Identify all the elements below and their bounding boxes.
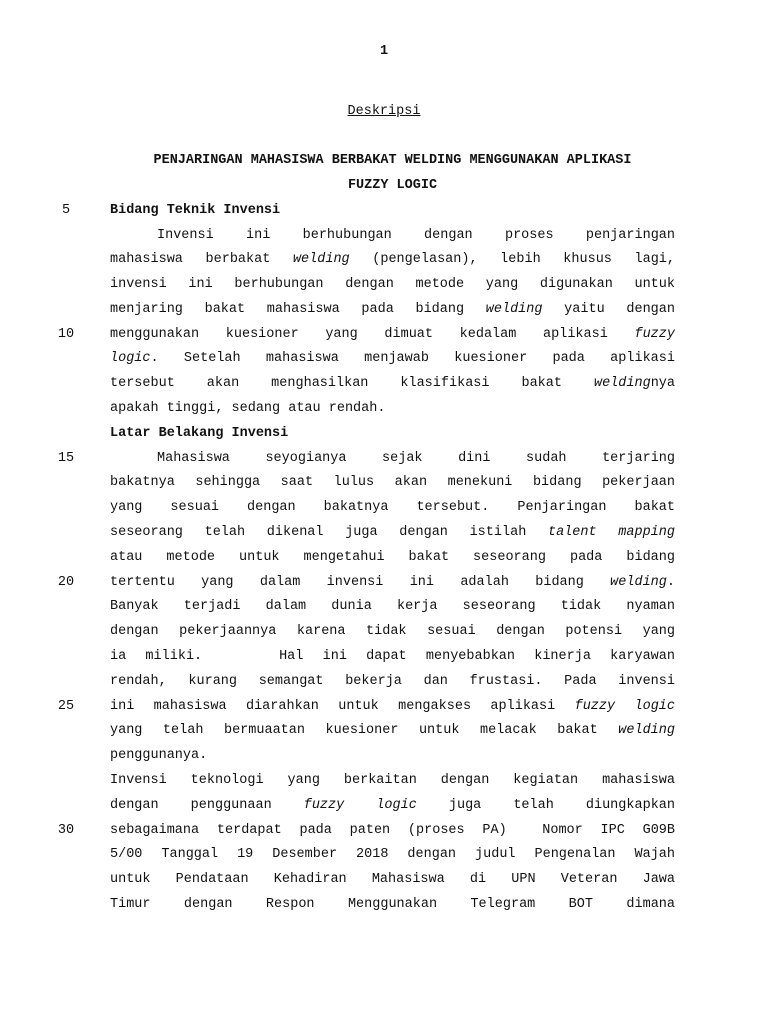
body-text-line: rendah, kurang semangat bekerja dan frustasi. Pada invensi	[110, 674, 675, 689]
line-number: 5	[61, 203, 71, 218]
page-number: 1	[379, 44, 389, 59]
body-text-line: Invensi teknologi yang berkaitan dengan kegiatan mahasiswa	[110, 773, 675, 788]
line-number: 30	[57, 823, 75, 838]
body-text-line: Invensi ini berhubungan dengan proses penjaringan	[157, 228, 675, 243]
body-text-line: 5/00 Tanggal 19 Desember 2018 dengan judul Pengenalan Wajah	[110, 847, 675, 862]
body-text-line: mahasiswa berbakat welding (pengelasan), lebih khusus lagi,	[110, 252, 675, 267]
body-text-line: tertentu yang dalam invensi ini adalah bidang welding.	[110, 575, 675, 590]
body-text-line: yang sesuai dengan bakatnya tersebut. Penjaringan bakat	[110, 500, 675, 515]
body-text-line: apakah tinggi, sedang atau rendah.	[110, 401, 386, 416]
body-text-line: Timur dengan Respon Menggunakan Telegram BOT dimana	[110, 897, 675, 912]
body-text-line: seseorang telah dikenal juga dengan istilah talent mapping	[110, 525, 675, 540]
subsection-heading-background: Latar Belakang Invensi	[110, 426, 289, 441]
body-text-line: ia miliki. Hal ini dapat menyebabkan kinerja karyawan	[110, 649, 675, 664]
body-text-line: yang telah bermuaatan kuesioner untuk melacak bakat welding	[110, 723, 675, 738]
body-text-line: invensi ini berhubungan dengan metode yang digunakan untuk	[110, 277, 675, 292]
body-text-line: sebagaimana terdapat pada paten (proses PA) Nomor IPC G09B	[110, 823, 675, 838]
body-text-line: logic. Setelah mahasiswa menjawab kuesioner pada aplikasi	[110, 351, 675, 366]
body-text-line: Mahasiswa seyogianya sejak dini sudah terjaring	[157, 451, 675, 466]
line-number: 10	[57, 327, 75, 342]
body-text-line: untuk Pendataan Kehadiran Mahasiswa di UPN Veteran Jawa	[110, 872, 675, 887]
body-text-line: atau metode untuk mengetahui bakat seseorang pada bidang	[110, 550, 675, 565]
document-title-line-1: PENJARINGAN MAHASISWA BERBAKAT WELDING MENGGUNAKAN APLIKASI	[153, 153, 632, 168]
body-text-line: dengan pekerjaannya karena tidak sesuai dengan potensi yang	[110, 624, 675, 639]
body-text-line: dengan penggunaan fuzzy logic juga telah diungkapkan	[110, 798, 675, 813]
body-text-line: bakatnya sehingga saat lulus akan menekuni bidang pekerjaan	[110, 475, 675, 490]
line-number: 15	[57, 451, 75, 466]
body-text-line: menggunakan kuesioner yang dimuat kedalam aplikasi fuzzy	[110, 327, 675, 342]
subsection-heading-technical-field: Bidang Teknik Invensi	[110, 203, 281, 218]
line-number: 25	[57, 699, 75, 714]
body-text-line: menjaring bakat mahasiswa pada bidang welding yaitu dengan	[110, 302, 675, 317]
body-text-line: penggunanya.	[110, 748, 208, 763]
document-title-line-2: FUZZY LOGIC	[347, 178, 438, 193]
body-text-line: ini mahasiswa diarahkan untuk mengakses aplikasi fuzzy logic	[110, 699, 675, 714]
body-text-line: tersebut akan menghasilkan klasifikasi bakat weldingnya	[110, 376, 675, 391]
line-number: 20	[57, 575, 75, 590]
section-heading: Deskripsi	[347, 104, 421, 119]
body-text-line: Banyak terjadi dalam dunia kerja seseorang tidak nyaman	[110, 599, 675, 614]
